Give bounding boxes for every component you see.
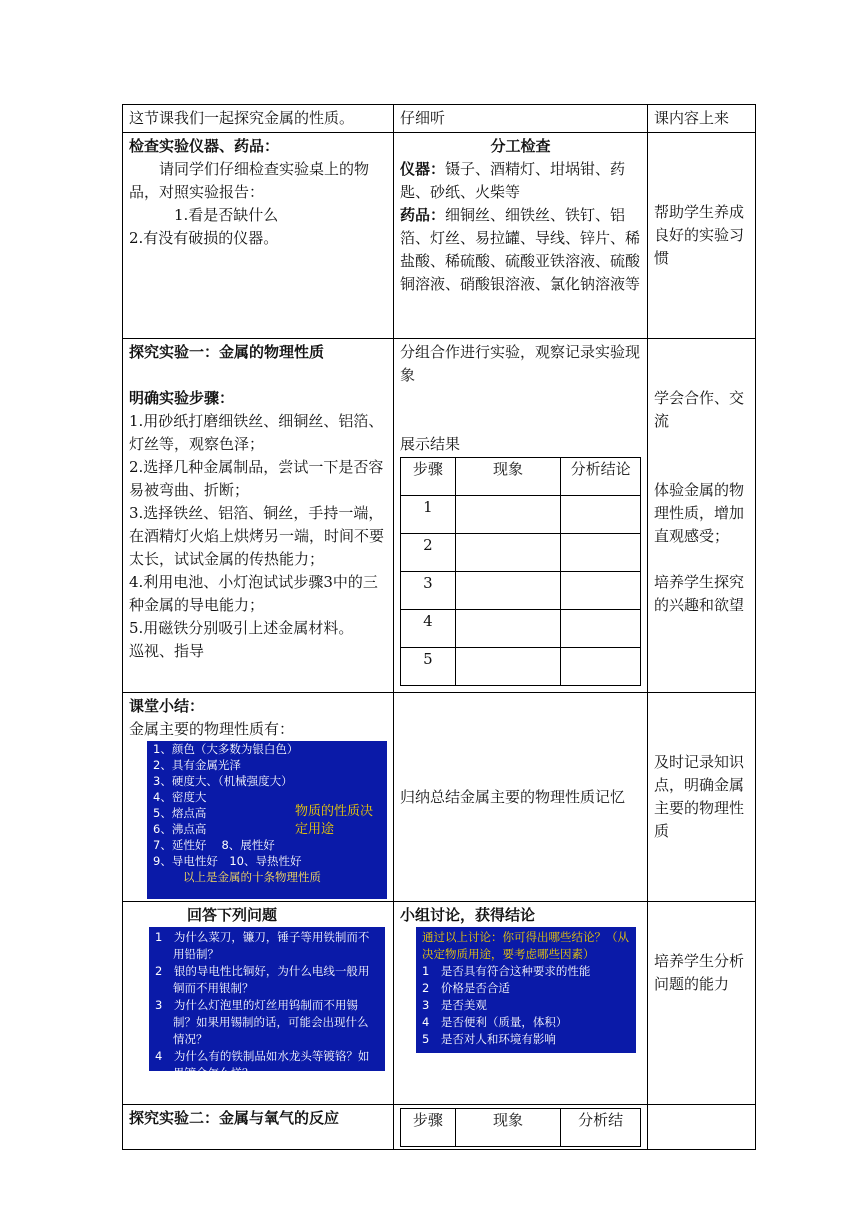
header-phenomenon: 现象 (455, 458, 561, 496)
summary-text: 金属主要的物理性质有： (129, 720, 295, 738)
exp2-student (394, 1105, 648, 1150)
slide-line: 6、沸点高 (153, 822, 207, 836)
slide-side-text: 物质的性质决定用途 (295, 804, 374, 837)
step-number: 1 (401, 496, 456, 534)
conclusion-item: 2 价格是否合适 (422, 981, 510, 995)
slide-line: 4、密度大 (153, 790, 207, 804)
table-row (401, 534, 641, 572)
header-step: 步骤 (401, 1109, 456, 1147)
check-teacher (123, 133, 394, 339)
header-conclusion: 分析结论 (561, 458, 641, 496)
intro-teacher: 这节课我们一起探究金属的性质。 (123, 105, 394, 133)
summary-goal: 及时记录知识点，明确金属主要的物理性质 (648, 693, 756, 902)
exp1-step-2: 2.选择几种金属制品，尝试一下是否容易被弯曲、折断； (129, 458, 384, 499)
question-item: 4 为什么有的铁制品如水龙头等镀铬？如果镀金怎么样？ (155, 1049, 370, 1080)
question-item: 1 为什么菜刀，镰刀，锤子等用铁制而不用铅制？ (155, 930, 370, 961)
exp1-goal-3: 培养学生探究的兴趣和欲望 (654, 573, 745, 614)
header-step: 步骤 (401, 458, 456, 496)
check-goal: 帮助学生养成良好的实验习惯 (648, 133, 756, 339)
slide-line: 9、导电性好 10、导热性好 (153, 854, 302, 868)
exp1-step-4: 4.利用电池、小灯泡试试步骤3中的三种金属的导电能力； (129, 573, 378, 614)
chemical-list (400, 204, 641, 296)
questions-student (394, 902, 648, 1105)
lesson-plan-table (122, 104, 756, 1150)
exp1-student (394, 339, 648, 693)
exp1-activity: 分组合作进行实验，观察记录实验现象 (400, 343, 641, 384)
instrument-items: 镊子、酒精灯、坩埚钳、药匙、砂纸、火柴等 (400, 160, 626, 201)
slide-note: 以上是金属的十条物理性质 (183, 870, 321, 884)
row-questions (123, 902, 756, 1105)
table-row (401, 610, 641, 648)
step-number: 5 (401, 648, 456, 686)
conclusion-item: 1 是否具有符合这种要求的性能 (422, 964, 591, 978)
properties-slide (147, 741, 387, 899)
row-summary (123, 693, 756, 902)
slide-line: 5、熔点高 (153, 806, 207, 820)
chemical-items: 细铜丝、细铁丝、铁钉、铝箔、灯丝、易拉罐、导线、锌片、稀盐酸、稀硫酸、硫酸亚铁溶液、硫酸铜溶液、硝酸银溶液、氯化钠溶液等 (400, 206, 641, 293)
question-item: 3 为什么灯泡里的灯丝用钨制而不用锡制？如果用锡制的话，可能会出现什么情况？ (155, 998, 369, 1046)
exp1-title: 探究实验一：金属的物理性质 (129, 343, 325, 361)
conclusion-item: 4 是否便利（质量，体积） (422, 1015, 568, 1029)
exp2-result-table (400, 1108, 641, 1147)
exp1-steps-title: 明确实验步骤： (129, 389, 235, 407)
slide-line: 3、硬度大、（机械强度大） (153, 774, 293, 788)
instrument-label: 仪器： (400, 160, 446, 178)
instrument-list (400, 158, 641, 204)
row-intro (123, 105, 756, 133)
exp2-title: 探究实验二：金属与氧气的反应 (123, 1105, 394, 1150)
step-number: 4 (401, 610, 456, 648)
conclusion-item: 3 是否美观 (422, 998, 487, 1012)
row-check (123, 133, 756, 339)
exp1-goal-2: 体验金属的物理性质，增加直观感受； (654, 481, 745, 545)
check-item-2: 2.有没有破损的仪器。 (129, 229, 279, 247)
step-number: 2 (401, 534, 456, 572)
intro-student: 仔细听 (394, 105, 648, 133)
exp1-goal-1: 学会合作、交流 (654, 389, 745, 430)
result-table-header (401, 458, 641, 496)
questions-teacher (123, 902, 394, 1105)
exp1-show: 展示结果 (400, 435, 461, 453)
row-experiment-2 (123, 1105, 756, 1150)
result-table (400, 457, 641, 686)
header-phenomenon: 现象 (455, 1109, 561, 1147)
check-title: 检查实验仪器、药品： (129, 137, 280, 155)
conclusions-heading: 通过以上讨论：你可得出哪些结论？（从决定物质用途，要考虑哪些因素） (422, 930, 629, 961)
exp1-goals (648, 339, 756, 693)
slide-line: 2、具有金属光泽 (153, 758, 241, 772)
questions-activity: 小组讨论，获得结论 (400, 906, 536, 924)
header-conclusion: 分析结 (561, 1109, 641, 1147)
exp1-patrol: 巡视、指导 (129, 642, 205, 660)
conclusions-slide (416, 927, 636, 1053)
summary-activity: 归纳总结金属主要的物理性质记忆 (394, 693, 648, 902)
exp1-step-5: 5.用磁铁分别吸引上述金属材料。 (129, 619, 354, 637)
exp2-table-header (401, 1109, 641, 1147)
check-text: 请同学们仔细检查实验桌上的物品，对照实验报告： (129, 160, 370, 201)
exp1-teacher (123, 339, 394, 693)
check-student (394, 133, 648, 339)
table-row (401, 648, 641, 686)
row-experiment-1 (123, 339, 756, 693)
table-row (401, 496, 641, 534)
check-heading: 分工检查 (490, 137, 551, 155)
questions-title: 回答下列问题 (187, 906, 278, 924)
questions-goal-text: 培养学生分析问题的能力 (654, 952, 745, 993)
conclusion-item: 5 是否对人和环境有影响 (422, 1032, 556, 1046)
questions-goal (648, 902, 756, 1105)
step-number: 3 (401, 572, 456, 610)
questions-slide (149, 927, 385, 1080)
exp2-goal (648, 1105, 756, 1150)
summary-title: 课堂小结： (129, 697, 205, 715)
question-item: 2 银的导电性比铜好，为什么电线一般用铜而不用银制？ (155, 964, 370, 995)
intro-goal: 课内容上来 (648, 105, 756, 133)
check-item-1: 1.看是否缺什么 (174, 206, 279, 224)
exp1-step-1: 1.用砂纸打磨细铁丝、细铜丝、铝箔、灯丝等，观察色泽； (129, 412, 384, 453)
table-row (401, 572, 641, 610)
slide-line: 1、颜色（大多数为银白色） (153, 742, 299, 756)
exp1-step-3: 3.选择铁丝、铝箔、铜丝，手持一端，在酒精灯火焰上烘烤另一端，时间不要太长，试试金属的传热能力； (129, 504, 385, 568)
summary-teacher (123, 693, 394, 902)
slide-line: 7、延性好 8、展性好 (153, 838, 275, 852)
chemical-label: 药品： (400, 206, 446, 224)
